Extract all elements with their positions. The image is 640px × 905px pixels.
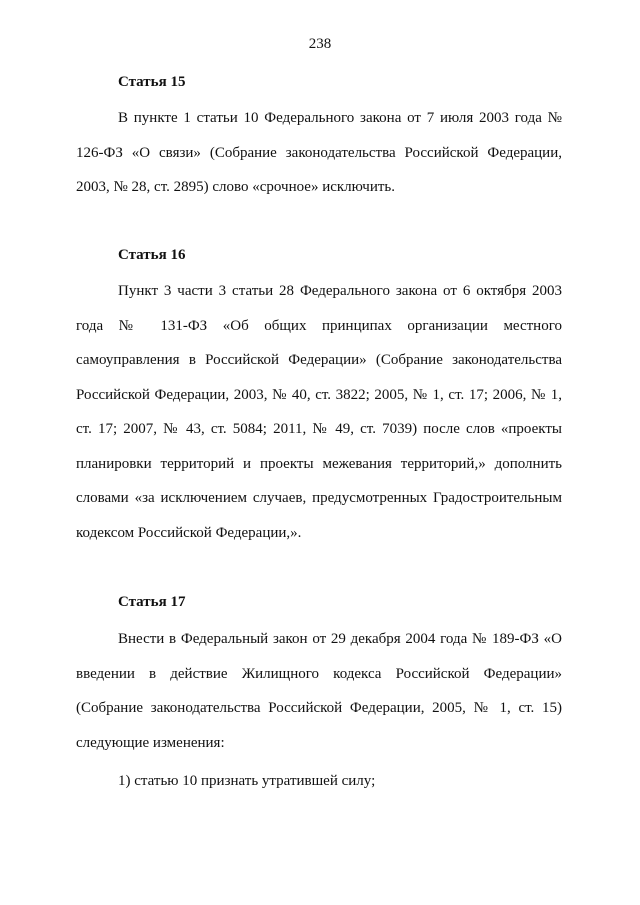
article-15-paragraph-1: В пункте 1 статьи 10 Федерального закона от 7 июля 2003 года № 126-ФЗ «О связи» (Собрание законодательства Российской Федерации, 2003, № 28, ст. 2895) слово «срочное» исключить.: [76, 110, 562, 195]
article-17-paragraph-1: Внести в Федеральный закон от 29 декабря 2004 года № 189-ФЗ «О введении в действие Жилищного кодекса Российской Федерации» (Собрание законодательства Российской Федерации, 2005, № 1, ст. 15) следующие изменения:: [76, 631, 562, 751]
article-17-paragraph-2: 1) статью 10 признать утратившей силу;: [118, 773, 376, 789]
article-17-heading: Статья 17: [118, 594, 186, 610]
page-number: 238: [308, 36, 332, 52]
article-16-heading: Статья 16: [118, 247, 186, 263]
article-16-paragraph-1: Пункт 3 части 3 статьи 28 Федерального закона от 6 октября 2003 года № 131-ФЗ «Об общих принципах организации местного самоуправления в Российской Федерации» (Собрание законодательства Российской Федерации, 2003, № 40, ст. 3822; 2005, № 1, ст. 17; 2006, № 1, ст. 17; 2007, № 43, ст. 5084; 2011, № 49, ст. 7039) после слов «проекты планировки территорий и проекты межевания территорий,» дополнить словами «за исключением случаев, предусмотренных Градостроительным кодексом Российской Федерации,».: [76, 283, 562, 541]
article-15-heading: Статья 15: [118, 74, 186, 90]
